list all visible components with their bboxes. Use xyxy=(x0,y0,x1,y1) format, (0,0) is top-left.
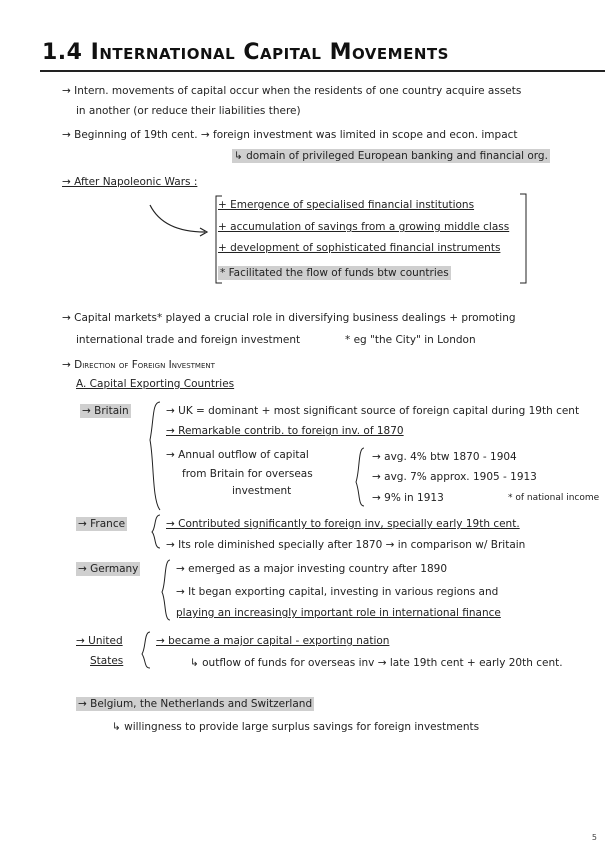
label-united: → United xyxy=(76,635,123,647)
line-avg-1870: → avg. 4% btw 1870 - 1904 xyxy=(372,451,517,463)
line-germany-exporting: → It began exporting capital, investing in various regions and xyxy=(176,586,499,598)
label-states: States xyxy=(90,655,124,667)
line-us-became: → became a major capital - exporting nation xyxy=(156,635,390,647)
britain-brace xyxy=(150,402,160,510)
line-from-britain: from Britain for overseas xyxy=(182,468,313,480)
line-belgium: → Belgium, the Netherlands and Switzerland xyxy=(78,698,313,710)
line-definition-1: → Intern. movements of capital occur when the residents of one country acquire assets xyxy=(62,85,522,97)
line-germany-emerged: → emerged as a major investing country after 1890 xyxy=(176,563,448,575)
page-number: 5 xyxy=(591,833,597,842)
line-willingness: ↳ willingness to provide large surplus savings for foreign investments xyxy=(112,721,480,733)
line-uk-dominant: → UK = dominant + most significant source of foreign capital during 19th cent xyxy=(166,405,580,417)
line-capital-markets: → Capital markets* played a crucial role in diversifying business dealings + promoting xyxy=(62,312,516,324)
line-france-contrib: → Contributed significantly to foreign inv, specially early 19th cent. xyxy=(166,518,520,530)
line-national-income: * of national income xyxy=(508,493,600,503)
line-instruments: + development of sophisticated financial instruments xyxy=(218,242,501,254)
right-bracket xyxy=(520,194,526,283)
line-direction: → Direction of Foreign Investment xyxy=(62,359,215,371)
label-britain: → Britain xyxy=(82,405,129,417)
title-underline xyxy=(40,70,605,72)
line-institutions: + Emergence of specialised financial institutions xyxy=(218,199,475,211)
line-savings: + accumulation of savings from a growing middle class xyxy=(218,221,510,233)
label-germany: → Germany xyxy=(78,563,139,575)
line-definition-2: in another (or reduce their liabilities there) xyxy=(76,105,301,117)
line-privileged-banking: ↳ domain of privileged European banking and financial org. xyxy=(234,150,548,162)
line-us-outflow: ↳ outflow of funds for overseas inv → late 19th cent + early 20th cent. xyxy=(190,657,563,669)
line-facilitated: * Facilitated the flow of funds btw countries xyxy=(220,267,449,279)
line-1913: → 9% in 1913 xyxy=(372,492,444,504)
line-remarkable: → Remarkable contrib. to foreign inv. of 1870 xyxy=(166,425,404,437)
line-germany-playing: playing an increasingly important role in international finance xyxy=(176,607,501,619)
line-exporting-countries: A. Capital Exporting Countries xyxy=(76,378,235,390)
line-19th-century: → Beginning of 19th cent. → foreign investment was limited in scope and econ. impact xyxy=(62,129,518,141)
label-france: → France xyxy=(78,518,126,530)
line-intl-trade: international trade and foreign investment xyxy=(76,334,301,346)
curved-arrow xyxy=(150,205,205,232)
line-city-london: * eg "the City" in London xyxy=(345,334,476,346)
line-after-napoleonic: → After Napoleonic Wars : xyxy=(62,176,198,188)
line-annual-outflow: → Annual outflow of capital xyxy=(166,449,309,461)
page-title: 1.4 International Capital Movements xyxy=(42,40,449,65)
line-investment: investment xyxy=(232,485,292,497)
line-france-role: → Its role diminished specially after 1870 → in comparison w/ Britain xyxy=(166,539,526,551)
outflow-brace xyxy=(356,448,364,506)
line-avg-1905: → avg. 7% approx. 1905 - 1913 xyxy=(372,471,537,483)
